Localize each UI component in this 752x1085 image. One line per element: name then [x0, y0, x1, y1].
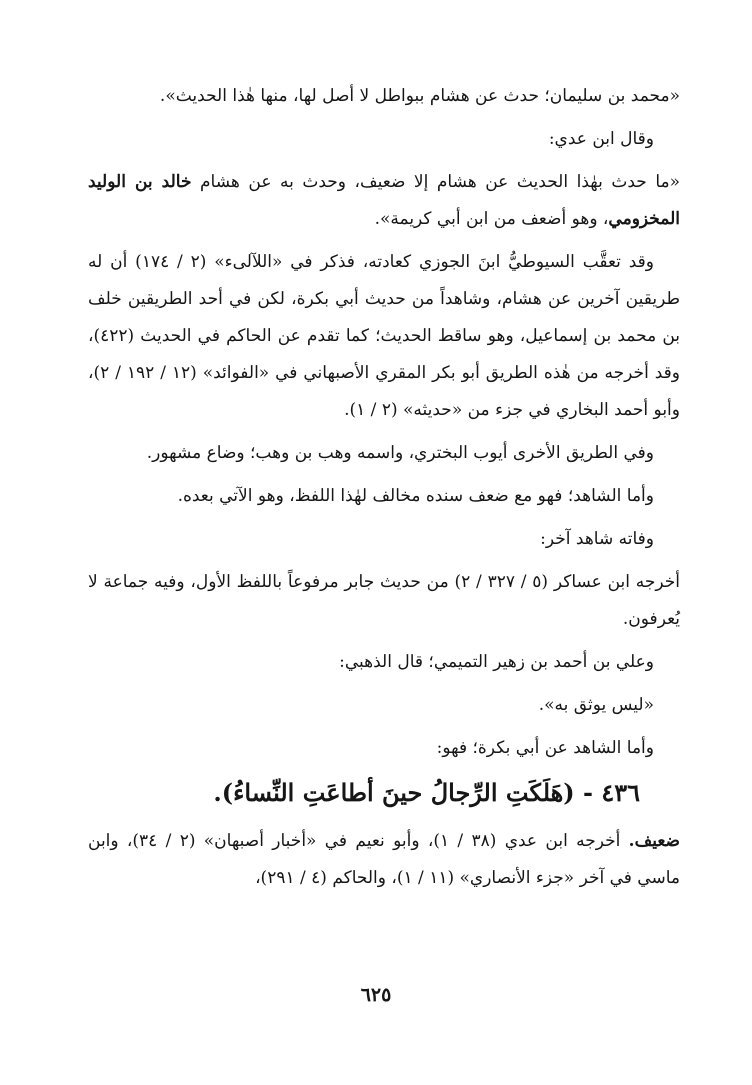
page-body [88, 78, 680, 903]
hadith-heading [88, 773, 680, 813]
grading-label: ضعيف. [628, 831, 680, 851]
paragraph-abu-bakra-witness: وأما الشاهد عن أبي بكرة؛ فهو: [436, 738, 654, 758]
page-number: ٦٢٥ [360, 984, 392, 1006]
quote-text-end: ، وهو أضعف من ابن أبي كريمة». [374, 209, 609, 229]
bold-narrator-name: خالد بن الوليد المخزومي [88, 172, 680, 229]
paragraph-ibn-asakir: أخرجه ابن عساكر (٥ / ٣٢٧ / ٢) من حديث جابر مرفوعاً باللفظ الأول، وفيه جماعة لا يُعرفون. [88, 572, 681, 629]
paragraph-dhahabi-quote: «ليس يوثق به». [538, 695, 654, 715]
hadith-separator: - [574, 778, 602, 807]
paragraph-ibn-adi-quote [88, 164, 680, 238]
quote-text-start: «ما حدث بهٰذا الحديث عن هشام إلا ضعيف، وحدث به عن هشام [191, 172, 681, 192]
grading-text: أخرجه ابن عدي (٣٨ / ١)، وأبو نعيم في «أخبار أصبهان» (٢ / ٣٤)، وابن ماسي في آخر «جزء الأنصاري» (١١ / ١)، والحاكم (٤ / ٢٩١)، [88, 831, 680, 888]
paragraph-witness-weakness: وأما الشاهد؛ فهو مع ضعف سنده مخالف لهٰذا اللفظ، وهو الآتي بعده. [177, 486, 654, 506]
paragraph-missed-witness: وفاته شاهد آخر: [540, 529, 654, 549]
hadith-number: ٤٣٦ [601, 778, 640, 807]
paragraph-ali-bin-ahmad: وعلي بن أحمد بن زهير التميمي؛ قال الذهبي: [339, 652, 654, 672]
paragraph-ibn-adi-intro: وقال ابن عدي: [548, 129, 654, 149]
paragraph-other-path: وفي الطريق الأخرى أيوب البختري، واسمه وهب بن وهب؛ وضاع مشهور. [146, 443, 654, 463]
paragraph-grading [88, 823, 680, 897]
paragraph-narrator-note: «محمد بن سليمان؛ حدث عن هشام ببواطل لا أصل لها، منها هٰذا الحديث». [159, 86, 680, 106]
hadith-text: (هَلَكَتِ الرِّجالُ حينَ أطاعَتِ النِّساءُ). [213, 778, 575, 807]
paragraph-suyuti-critique: وقد تعقَّب السيوطيُّ ابنَ الجوزي كعادته، فذكر في «اللآلىء» (٢ / ١٧٤) أن له طريقين آخرين عن هشام، وشاهداً من حديث أبي بكرة، لكن في أحد الطريقين خلف بن محمد بن إسماعيل، وهو ساقط الحديث؛ كما تقدم عن الحاكم في الحديث (٤٢٢)، وقد أخرجه من هٰذه الطريق أبو بكر المقري الأصبهاني في «الفوائد» (١٢ / ١٩٢ / ٢)، وأبو أحمد البخاري في جزء من «حديثه» (٢ / ١). [88, 252, 680, 420]
